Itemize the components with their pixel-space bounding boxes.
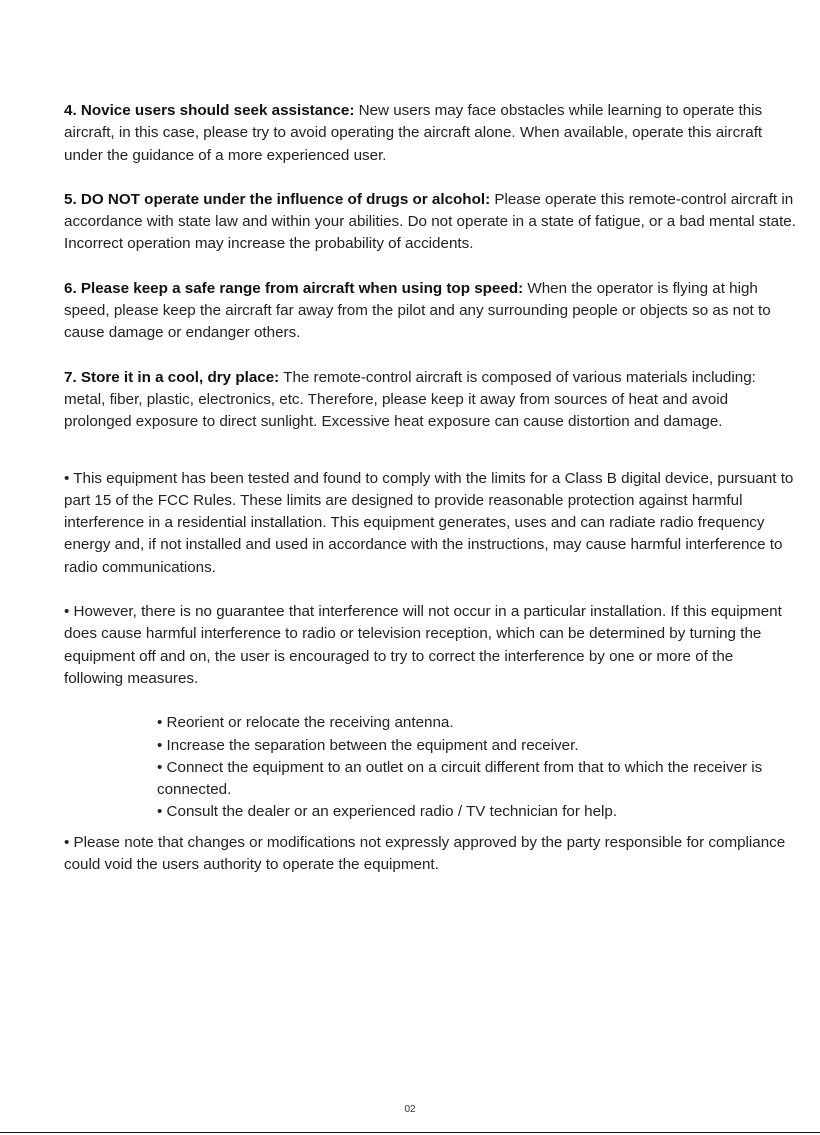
- document-body: [64, 100, 796, 898]
- list-item: • Reorient or relocate the receiving antenna.: [157, 714, 454, 732]
- safety-item-heading: 6. Please keep a safe range from aircraft when using top speed:: [64, 279, 524, 297]
- page-number: 02: [404, 1104, 416, 1115]
- footer-divider: [0, 1132, 820, 1133]
- fcc-compliance-paragraph: • This equipment has been tested and found to comply with the limits for a Class B digital device, pursuant to part 15 of the FCC Rules. These limits are designed to provide reasonable protection against harmful interference in a residential installation. This equipment generates, uses and can radiate radio frequency energy and, if not installed and used in accordance with the instructions, may cause harmful interference to radio communications.: [64, 469, 794, 576]
- safety-item-text: New users may face obstacles while learning to operate this aircraft, in this case, please try to avoid operating the aircraft alone. When available, operate this aircraft under the guidance of a more experienced user.: [64, 102, 763, 164]
- safety-item-6: [64, 278, 796, 345]
- fcc-modifications-paragraph: • Please note that changes or modifications not expressly approved by the party responsible for compliance could void the users authority to operate the equipment.: [64, 833, 786, 874]
- safety-item-4: [64, 100, 796, 167]
- safety-item-heading: 7. Store it in a cool, dry place:: [64, 368, 280, 386]
- safety-item-heading: 4. Novice users should seek assistance:: [64, 102, 355, 119]
- safety-item-text: When the operator is flying at high speed, please keep the aircraft far away from the pilot and any surrounding people or objects so as not to cause damage or endanger others.: [64, 279, 771, 342]
- safety-item-heading: 5. DO NOT operate under the influence of drugs or alcohol:: [64, 190, 491, 208]
- fcc-measures-list: [157, 712, 796, 823]
- safety-item-text: Please operate this remote-control aircraft in accordance with state law and within your abilities. Do not operate in a state of fatigue, or a bad mental state. Incorrect operation may increase the probability of accidents.: [64, 190, 796, 253]
- safety-item-text: The remote-control aircraft is composed of various materials including: metal, fiber, plastic, electronics, etc. Therefore, please keep it away from sources of heat and avoid prolonged exposure to direct sunlight. Excessive heat exposure can cause distortion and damage.: [64, 368, 756, 431]
- fcc-statement: [64, 468, 796, 877]
- fcc-interference-paragraph: • However, there is no guarantee that interference will not occur in a particular installation. If this equipment does cause harmful interference to radio or television reception, which can be determined by turning the equipment off and on, the user is encouraged to try to correct the interference by one or more of the following measures.: [64, 603, 782, 687]
- list-item: • Increase the separation between the equipment and receiver.: [157, 736, 579, 754]
- list-item: • Connect the equipment to an outlet on a circuit different from that to which the receiver is connected.: [157, 758, 763, 799]
- safety-item-7: [64, 367, 796, 434]
- list-item: • Consult the dealer or an experienced radio / TV technician for help.: [157, 803, 618, 821]
- safety-item-5: [64, 189, 796, 256]
